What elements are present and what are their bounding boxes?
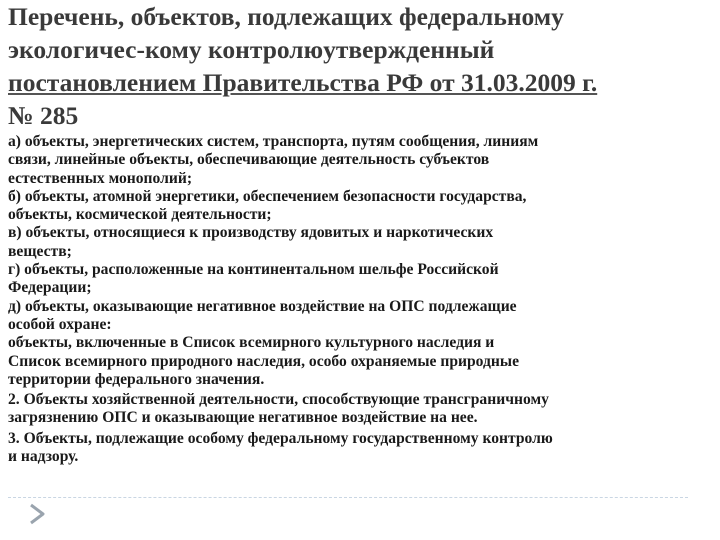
body-line: загрязнению ОПС и оказывающие негативное воздействие на нее. [8, 409, 478, 427]
title-line-1: Перечень, объектов, подлежащих федеральному [8, 2, 564, 31]
body-line: д) объекты, оказывающие негативное воздействие на ОПС подлежащие [8, 297, 517, 315]
body-line: объекты, космической деятельности; [8, 206, 272, 224]
body-line: Федерации; [8, 279, 92, 297]
body-line: Список всемирного природного наследия, особо охраняемые природные [8, 352, 519, 370]
body-line: б) объекты, атомной энергетики, обеспечением безопасности государства, [8, 187, 527, 205]
body-line: особой охране: [8, 315, 112, 333]
footer-divider [8, 497, 688, 498]
body-line: веществ; [8, 242, 72, 260]
title-line-3: постановлением Правительства РФ от 31.03.2009 г. [8, 68, 598, 97]
body-line: в) объекты, относящиеся к производству ядовитых и наркотических [8, 224, 494, 242]
body-line: и надзору. [8, 448, 79, 466]
body-line: связи, линейные объекты, обеспечивающие деятельность субъектов [8, 151, 490, 169]
body-line: территории федерального значения. [8, 370, 265, 388]
body-line: 2. Объекты хозяйственной деятельности, способствующие трансграничному [8, 391, 549, 409]
chevron-right-icon[interactable] [27, 503, 47, 525]
page-title [8, 0, 714, 132]
body-line: естественных монополий; [8, 169, 193, 187]
body-line: 3. Объекты, подлежащие особому федеральному государственному контролю [8, 429, 553, 447]
document-body [8, 133, 714, 466]
body-line: г) объекты, расположенные на континентальном шельфе Российской [8, 261, 499, 279]
title-line-2: экологичес-кому контролюутвержденный [8, 35, 495, 64]
title-line-4: № 285 [8, 101, 79, 130]
body-line: а) объекты, энергетических систем, транспорта, путям сообщения, линиям [8, 133, 539, 150]
body-line: объекты, включенные в Список всемирного культурного наследия и [8, 334, 495, 352]
